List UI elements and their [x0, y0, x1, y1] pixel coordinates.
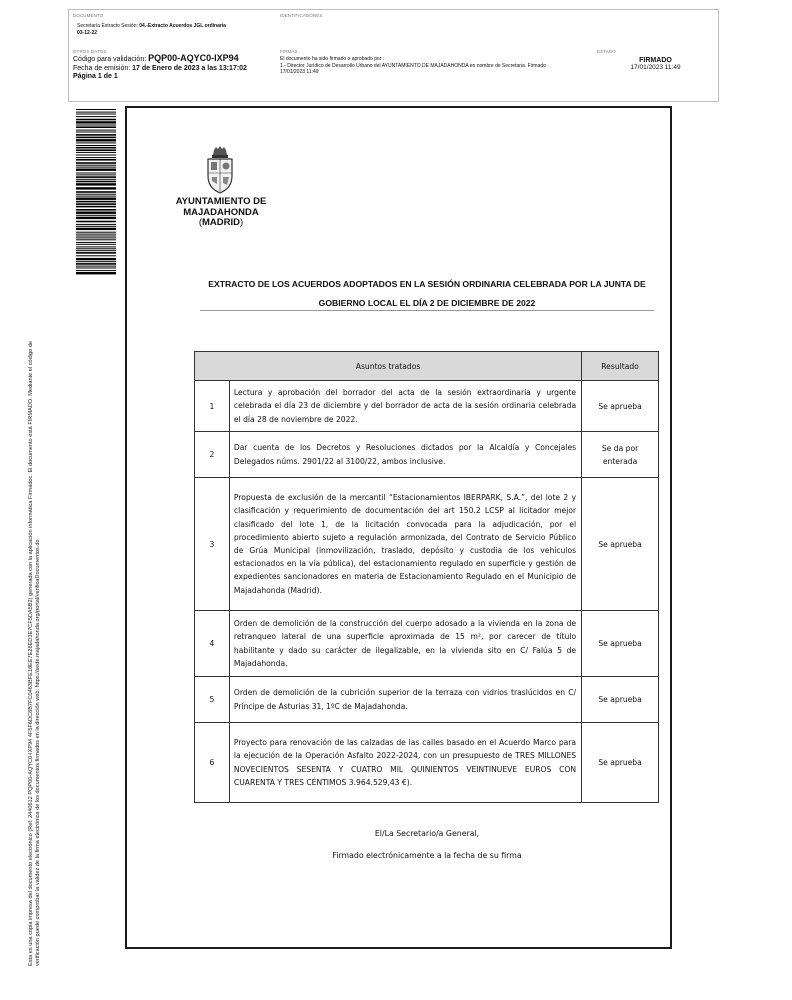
- barcode-bar: [76, 196, 116, 197]
- barcode-bar: [76, 248, 116, 249]
- barcode-bar: [76, 169, 116, 171]
- estado-cell: [593, 46, 718, 101]
- documento-cell: [69, 10, 276, 46]
- row-number: 3: [195, 478, 230, 611]
- barcode-bar: [76, 232, 116, 233]
- barcode-bar: [76, 224, 116, 225]
- barcode-bar: [76, 142, 116, 143]
- barcode-bar: [76, 114, 116, 115]
- row-number: 4: [195, 611, 230, 677]
- signature-role: El/La Secretario/a General,: [374, 829, 480, 838]
- row-text: Propuesta de exclusión de la mercantil “Estacionamientos IBERPARK, S.A.”, del lote 2 y clasificación y requerimiento de documentación del art 150.2 LCSP al licitador mejor clasificado del lote 1, de la licitación convocada para la adjudicación, por el procedimiento abierto sujeto a regulación armonizada, del Contrato de Servicio Público de Grúa Municipal (inmovilización, traslado, depósito y custodia de los vehículos estacionados en la vía pública), del estacionamiento regulado en superficie y gestión de expedientes sancionadores en materia de Estacionamiento Regulado en el Municipio de Majadahonda (Madrid).: [229, 478, 581, 611]
- barcode-bar: [76, 212, 116, 214]
- barcode-bar: [76, 250, 116, 251]
- row-result: Se aprueba: [582, 381, 659, 432]
- barcode-bar: [76, 165, 116, 166]
- row-number: 5: [195, 677, 230, 723]
- barcode-bar: [76, 126, 116, 128]
- barcode-bar: [76, 244, 116, 245]
- barcode-bar: [76, 149, 116, 151]
- barcode-bar: [76, 215, 116, 216]
- barcode-bar: [76, 134, 116, 136]
- barcode-bar: [76, 181, 116, 183]
- row-text: Orden de demolición de la construcción del cuerpo adosado a la vivienda en la zona de retranqueo lateral de una superficie aproximada de 15 m², por carecer de título habilitante y dado su carácter de ilegalizable, en la vivienda sito en C/ Falúa 5 de Majadahonda.: [229, 611, 581, 677]
- row-result: Se aprueba: [582, 478, 659, 611]
- barcode-bar: [76, 201, 116, 203]
- documento-label: DOCUMENTO: [73, 13, 104, 18]
- otros-datos-label: OTROS DATOS: [73, 49, 107, 54]
- row-number: 6: [195, 723, 230, 803]
- barcode-bar: [76, 242, 116, 243]
- barcode-bar: [76, 194, 116, 195]
- table-row: [195, 478, 659, 611]
- barcode-bar: [76, 203, 116, 205]
- barcode-bar: [76, 174, 116, 175]
- barcode-bar: [76, 116, 116, 117]
- barcode-bar: [76, 272, 116, 274]
- barcode-bar: [76, 217, 116, 219]
- row-text: Dar cuenta de los Decretos y Resoluciones dictados por la Alcaldía y Concejales Delegados núms. 2901/22 al 3100/22, ambos inclusive.: [229, 432, 581, 478]
- barcode-bar: [76, 206, 116, 208]
- barcode-bar: [76, 221, 116, 223]
- barcode-bar: [76, 125, 116, 126]
- barcode-bar: [76, 255, 116, 256]
- table-row: [195, 677, 659, 723]
- barcode-bar: [76, 236, 116, 237]
- row-text: Proyecto para renovación de las calzadas de las calles basado en el Acuerdo Marco para la ejecución de la Operación Asfalto 2022-2024, con un presupuesto de TRES MILLONES NOVECIENTOS SESENTA Y CUATRO MIL QUINIENTOS VEINTINUEVE EUROS CON CUARENTA Y TRES CÉNTIMOS 3.964.529,43 €).: [229, 723, 581, 803]
- barcode-bar: [76, 263, 116, 265]
- barcode-bar: [76, 237, 116, 238]
- estado-value: FIRMADO: [639, 57, 672, 64]
- barcode-bar: [76, 183, 116, 185]
- estado-label: ESTADO: [597, 49, 616, 54]
- barcode-bar: [76, 119, 116, 121]
- barcode-bar: [76, 157, 116, 158]
- row-result: Se aprueba: [582, 611, 659, 677]
- barcode-bar: [76, 139, 116, 141]
- barcode-bar: [76, 152, 116, 153]
- organization-name: AYUNTAMIENTO DE MAJADAHONDA (MADRID): [175, 196, 267, 228]
- coat-of-arms-icon: [205, 146, 235, 194]
- barcode-bar: [76, 155, 116, 156]
- documento-date: 03-12-22: [77, 30, 98, 36]
- barcode-bar: [76, 209, 116, 211]
- row-text: Orden de demolición de la cubrición superior de la terraza con vidrios traslúcidos en C/ Príncipe de Asturias 31, 1ºC de Majadahonda.: [229, 677, 581, 723]
- document-title: EXTRACTO DE LOS ACUERDOS ADOPTADOS EN LA SESIÓN ORDINARIA CELEBRADA POR LA JUNTA DE GOBIERNO LOCAL EL DÍA 2 DE DICIEMBRE DE 2022: [208, 279, 646, 308]
- barcode-bar: [76, 252, 116, 254]
- barcode-bar: [76, 234, 116, 235]
- metadata-header: [68, 9, 719, 102]
- title-divider: [200, 310, 654, 311]
- row-result: Se aprueba: [582, 677, 659, 723]
- verification-side-text: Esta es una copia impresa del documento electrónico (Ref: 2440612 PQP00-AQYC0-IXP94 4F5F6DC8B7FC0463BFE18EE7E28ED3E7CF5DA5B2) generada con la aplicación informática Firmadoc. El documento está FIRMADO. Mediante el código de verificación puede comprobar la validez de la firma electrónica de los documentos firmados en la dirección web: https://sede.majadahonda.org/portal/verificaDocumentos.do: [28, 341, 42, 966]
- row-result: Se aprueba: [582, 723, 659, 803]
- barcode-bar: [76, 191, 116, 193]
- barcode-bar: [76, 137, 116, 139]
- barcode-icon: [76, 109, 116, 275]
- barcode-bar: [76, 228, 116, 230]
- barcode-bar: [76, 162, 116, 164]
- barcode-bar: [76, 132, 116, 133]
- barcode-bar: [76, 176, 116, 178]
- firmas-text: El documento ha sido firmado o aprobado por : 1.- Director Jurídico de Desarrollo Urbano del AYUNTAMIENTO DE MAJADAHONDA en nombre de Secretaria. Firmado 17/01/2023 11:49: [280, 56, 546, 75]
- header-resultado: Resultado: [582, 352, 659, 381]
- barcode-bar: [76, 239, 116, 240]
- barcode-bar: [76, 246, 116, 247]
- row-text: Lectura y aprobación del borrador del acta de la sesión extraordinaria y urgente celebrada el día 23 de diciembre y del borrador de acta de la sesión ordinaria celebrada el día 28 de noviembre de 2022.: [229, 381, 581, 432]
- barcode-bar: [76, 261, 116, 262]
- estado-date: 17/01/2023 11:49: [630, 64, 681, 71]
- barcode-bar: [76, 270, 116, 271]
- identificadores-label: IDENTIFICADORES: [280, 13, 323, 18]
- table-header-row: [195, 352, 659, 381]
- barcode-bar: [76, 130, 116, 131]
- pagina-count: Página 1 de 1: [73, 73, 118, 80]
- row-result: Se da por enterada: [582, 432, 659, 478]
- barcode-bar: [76, 121, 116, 123]
- barcode-bar: [76, 258, 116, 260]
- identificadores-cell: [276, 10, 718, 46]
- barcode-bar: [76, 226, 116, 227]
- barcode-bar: [76, 145, 116, 146]
- signature-note: Firmado electrónicamente a la fecha de su firma: [332, 851, 522, 860]
- barcode-bar: [76, 147, 116, 149]
- barcode-bar: [76, 159, 116, 161]
- documento-title: Secretaría Extracto Sesión: 04.-Extracto Acuerdos JGL ordinaria: [77, 23, 226, 29]
- barcode-bar: [76, 167, 116, 168]
- barcode-bar: [76, 266, 116, 267]
- header-asuntos: Asuntos tratados: [195, 352, 582, 381]
- table-row: [195, 723, 659, 803]
- table-row: [195, 611, 659, 677]
- asuntos-table: [194, 351, 659, 803]
- row-number: 1: [195, 381, 230, 432]
- codigo-validacion: Código para validación: PQP00-AQYC0-IXP94: [73, 53, 239, 63]
- barcode-bar: [76, 268, 116, 269]
- barcode-bar: [76, 198, 116, 200]
- barcode-bar: [76, 173, 116, 174]
- table-row: [195, 432, 659, 478]
- codigo-value[interactable]: PQP00-AQYC0-IXP94: [148, 53, 239, 63]
- fecha-emision: Fecha de emisión: 17 de Enero de 2023 a las 13:17:02: [73, 64, 247, 72]
- barcode-bar: [76, 112, 116, 113]
- table-row: [195, 381, 659, 432]
- row-number: 2: [195, 432, 230, 478]
- barcode-bar: [76, 109, 116, 110]
- firmas-label: FIRMAS: [280, 49, 298, 54]
- otros-datos-cell: [69, 46, 276, 101]
- firmas-cell: [276, 46, 593, 101]
- barcode-bar: [76, 179, 116, 180]
- barcode-bar: [76, 187, 116, 189]
